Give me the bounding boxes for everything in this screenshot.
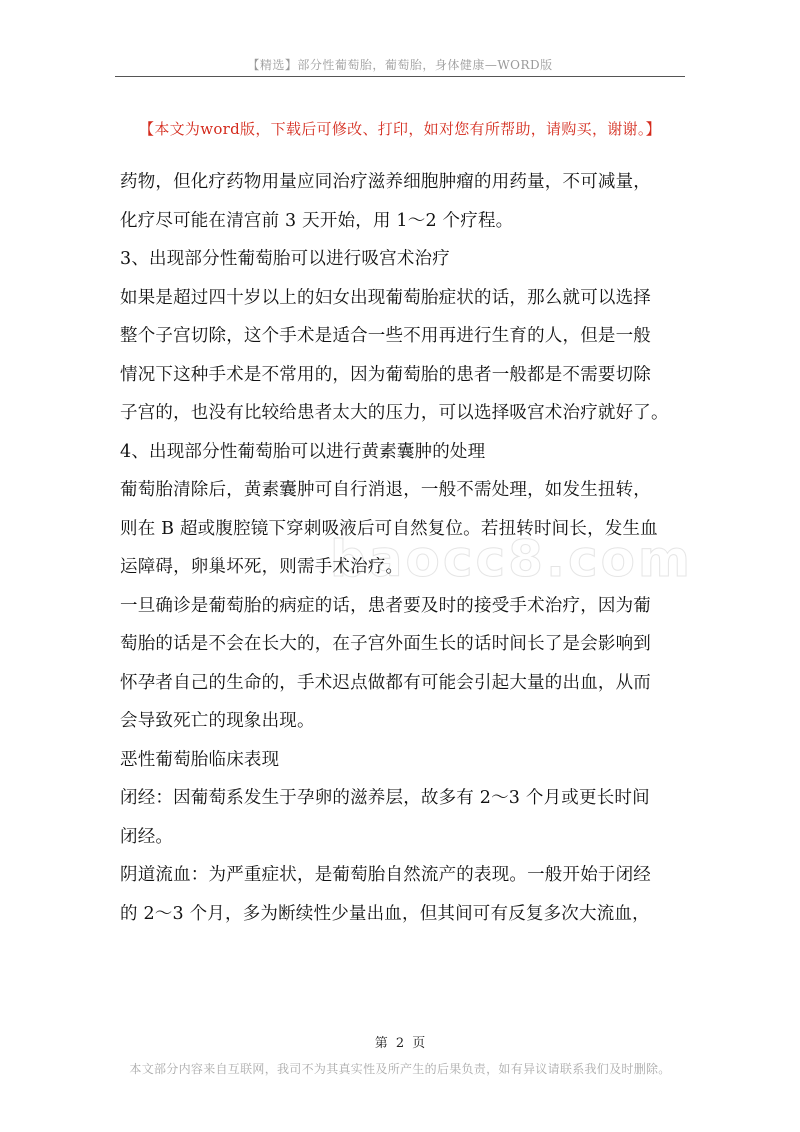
page-header: 【精选】部分性葡萄胎，葡萄胎，身体健康—WORD版 [247, 58, 553, 72]
body-line: 情况下这种手术是不常用的，因为葡萄胎的患者一般都是不需要切除 [120, 364, 651, 385]
body-line: 闭经：因葡萄系发生于孕卵的滋养层，故多有 2～3 个月或更长时间 [120, 788, 650, 808]
body-line: 的 2～3 个月，多为断续性少量出血，但其间可有反复多次大流血， [120, 903, 650, 924]
body-line: 如果是超过四十岁以上的妇女出现葡萄胎症状的话，那么就可以选择 [120, 287, 651, 308]
body-line: 怀孕者自己的生命的，手术迟点做都有可能会引起大量的出血，从而 [120, 672, 651, 693]
body-line: 会导致死亡的现象出现。 [120, 711, 315, 731]
download-notice: 【本文为word版，下载后可修改、打印，如对您有所帮助，请购买，谢谢。】 [139, 120, 661, 138]
section-heading: 恶性葡萄胎临床表现 [120, 749, 280, 770]
document-body [120, 163, 682, 933]
page-footer-disclaimer: 本文部分内容来自互联网，我司不为其真实性及所产生的后果负责，如有异议请联系我们及时删除。 [129, 1062, 671, 1076]
body-line: 一旦确诊是葡萄胎的病症的话，患者要及时的接受手术治疗，因为葡 [120, 595, 651, 616]
page-number: 第 2 页 [374, 1036, 426, 1051]
section-heading: 3、出现部分性葡萄胎可以进行吸宫术治疗 [120, 249, 450, 269]
body-line: 药物，但化疗药物用量应同治疗滋养细胞肿瘤的用药量，不可减量， [120, 172, 651, 192]
body-line: 化疗尽可能在清宫前 3 天开始，用 1～2 个疗程。 [120, 210, 514, 231]
body-line: 整个子宫切除，这个手术是适合一些不用再进行生育的人，但是一般 [120, 326, 651, 346]
body-line: 萄胎的话是不会在长大的，在子宫外面生长的话时间长了是会影响到 [120, 634, 651, 654]
body-line: 子宫的，也没有比较给患者太大的压力，可以选择吸宫术治疗就好了。 [120, 403, 669, 423]
header-divider [115, 76, 685, 77]
body-line: 阴道流血：为严重症状，是葡萄胎自然流产的表现。一般开始于闭经 [120, 865, 651, 885]
body-line: 则在 B 超或腹腔镜下穿刺吸液后可自然复位。若扭转时间长，发生血 [120, 518, 658, 539]
body-line: 葡萄胎清除后，黄素囊肿可自行消退，一般不需处理，如发生扭转， [120, 480, 651, 500]
watermark: baocc8.com [330, 530, 694, 588]
section-heading: 4、出现部分性葡萄胎可以进行黄素囊肿的处理 [120, 441, 486, 462]
body-line: 闭经。 [120, 826, 174, 847]
body-line: 运障碍，卵巢坏死，则需手术治疗。 [120, 557, 404, 577]
